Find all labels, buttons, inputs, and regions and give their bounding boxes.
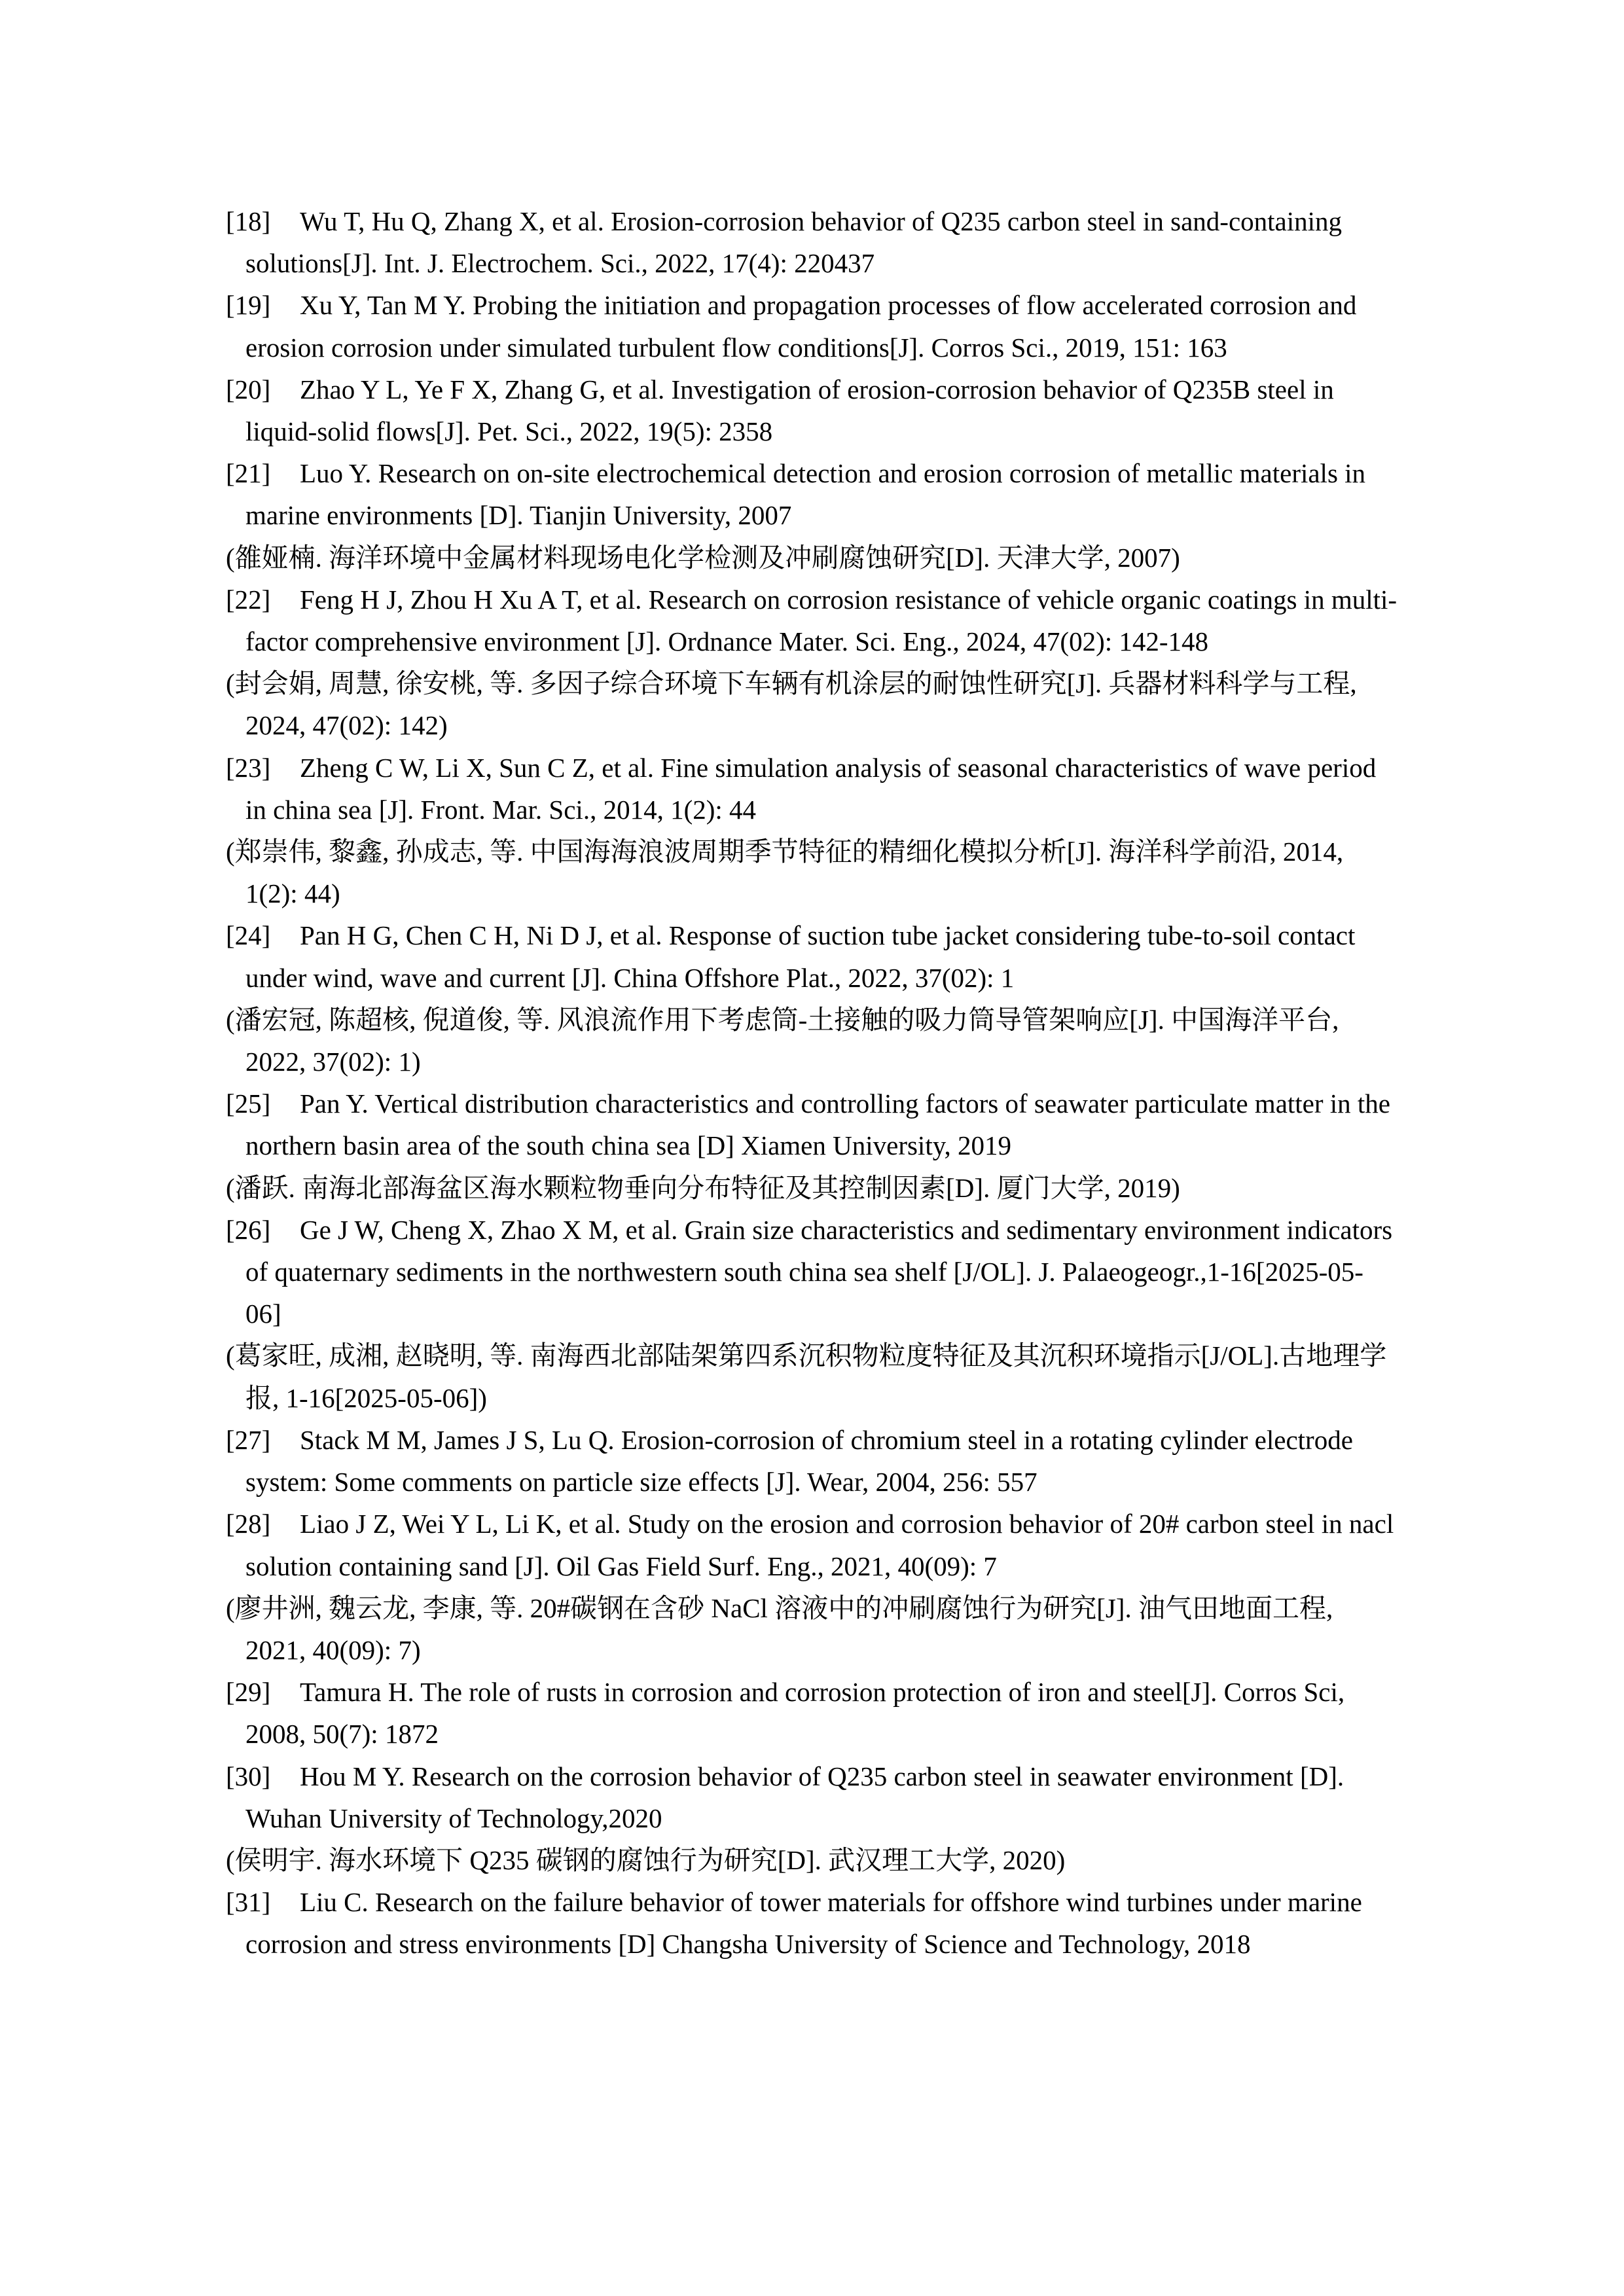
reference-entry xyxy=(226,200,1398,284)
reference-entry xyxy=(226,1881,1398,1965)
reference-entry xyxy=(226,1083,1398,1166)
reference-number: [29] xyxy=(226,1677,271,1708)
reference-text: Ge J W, Cheng X, Zhao X M, et al. Grain size characteristics and sedimentary environment indicators of quaternary sediments in the northwestern south china sea shelf [J/OL]. J. Palaeogeogr.,1-16[2025-05-06] xyxy=(245,1214,1393,1329)
reference-number: [18] xyxy=(226,206,271,236)
reference-entry xyxy=(226,1209,1398,1335)
reference-number: [22] xyxy=(226,584,271,615)
reference-entry xyxy=(226,452,1398,536)
reference-number: [30] xyxy=(226,1761,271,1791)
reference-translation: (雒娅楠. 海洋环境中金属材料现场电化学检测及冲刷腐蚀研究[D]. 天津大学, 2007) xyxy=(226,542,1180,573)
reference-text: Xu Y, Tan M Y. Probing the initiation and propagation processes of flow accelerated corrosion and erosion corrosion under simulated turbulent flow conditions[J]. Corros Sci., 2019, 151: 163 xyxy=(245,290,1357,363)
reference-translation: (廖井洲, 魏云龙, 李康, 等. 20#碳钢在含砂 NaCl 溶液中的冲刷腐蚀行为研究[J]. 油气田地面工程, 2021, 40(09): 7) xyxy=(226,1592,1333,1665)
reference-entry xyxy=(226,914,1398,998)
reference-number: [31] xyxy=(226,1887,271,1918)
reference-text: Zheng C W, Li X, Sun C Z, et al. Fine simulation analysis of seasonal characteristics of wave period in china sea [J]. Front. Mar. Sci., 2014, 1(2): 44 xyxy=(245,752,1377,825)
reference-translation: (封会娟, 周慧, 徐安桃, 等. 多因子综合环境下车辆有机涂层的耐蚀性研究[J]. 兵器材料科学与工程, 2024, 47(02): 142) xyxy=(226,668,1357,741)
reference-text: Zhao Y L, Ye F X, Zhang G, et al. Investigation of erosion-corrosion behavior of Q235B steel in liquid-solid flows[J]. Pet. Sci., 2022, 19(5): 2358 xyxy=(245,374,1334,447)
reference-list xyxy=(226,200,1398,1965)
reference-number: [25] xyxy=(226,1088,271,1119)
reference-text: Feng H J, Zhou H Xu A T, et al. Research on corrosion resistance of vehicle organic coatings in multi-factor comprehensive environment [J]. Ordnance Mater. Sci. Eng., 2024, 47(02): 142-148 xyxy=(245,584,1398,657)
reference-translation: (侯明宇. 海水环境下 Q235 碳钢的腐蚀行为研究[D]. 武汉理工大学, 2020) xyxy=(226,1844,1066,1875)
reference-number: [24] xyxy=(226,920,271,951)
reference-number: [19] xyxy=(226,290,271,321)
reference-text: Liu C. Research on the failure behavior of tower materials for offshore wind turbines under marine corrosion and stress environments [D] Changsha University of Science and Technology, 2018 xyxy=(245,1887,1362,1960)
reference-entry xyxy=(226,1755,1398,1839)
reference-number: [26] xyxy=(226,1214,271,1245)
reference-text: Pan H G, Chen C H, Ni D J, et al. Response of suction tube jacket considering tube-to-soil contact under wind, wave and current [J]. China Offshore Plat., 2022, 37(02): 1 xyxy=(245,920,1356,993)
reference-translation: (郑崇伟, 黎鑫, 孙成志, 等. 中国海海浪波周期季节特征的精细化模拟分析[J]. 海洋科学前沿, 2014, 1(2): 44) xyxy=(226,836,1344,909)
reference-text: Liao J Z, Wei Y L, Li K, et al. Study on the erosion and corrosion behavior of 20# carbon steel in nacl solution containing sand [J]. Oil Gas Field Surf. Eng., 2021, 40(09): 7 xyxy=(245,1509,1394,1581)
reference-translation: (潘跃. 南海北部海盆区海水颗粒物垂向分布特征及其控制因素[D]. 厦门大学, 2019) xyxy=(226,1172,1180,1203)
reference-entry xyxy=(226,1419,1398,1503)
reference-entry xyxy=(226,368,1398,452)
reference-number: [28] xyxy=(226,1509,271,1539)
reference-text: Luo Y. Research on on-site electrochemical detection and erosion corrosion of metallic materials in marine environments [D]. Tianjin University, 2007 xyxy=(245,458,1366,531)
reference-text: Hou M Y. Research on the corrosion behavior of Q235 carbon steel in seawater environment [D]. Wuhan University of Technology,2020 xyxy=(245,1761,1344,1833)
reference-text: Tamura H. The role of rusts in corrosion and corrosion protection of iron and steel[J]. Corros Sci, 2008, 50(7): 1872 xyxy=(245,1677,1345,1749)
reference-entry xyxy=(226,1671,1398,1755)
reference-entry xyxy=(226,1503,1398,1587)
reference-entry xyxy=(226,579,1398,662)
reference-translation: (潘宏冠, 陈超核, 倪道俊, 等. 风浪流作用下考虑筒-土接触的吸力筒导管架响应[J]. 中国海洋平台, 2022, 37(02): 1) xyxy=(226,1004,1339,1077)
reference-text: Wu T, Hu Q, Zhang X, et al. Erosion-corrosion behavior of Q235 carbon steel in sand-containing solutions[J]. Int. J. Electrochem. Sci., 2022, 17(4): 220437 xyxy=(245,206,1343,279)
reference-number: [27] xyxy=(226,1424,271,1455)
reference-entry xyxy=(226,747,1398,831)
reference-entry xyxy=(226,284,1398,368)
reference-number: [20] xyxy=(226,374,271,404)
reference-number: [21] xyxy=(226,458,271,489)
reference-text: Pan Y. Vertical distribution characteristics and controlling factors of seawater particulate matter in the northern basin area of the south china sea [D] Xiamen University, 2019 xyxy=(245,1088,1391,1161)
reference-translation: (葛家旺, 成湘, 赵晓明, 等. 南海西北部陆架第四系沉积物粒度特征及其沉积环境指示[J/OL].古地理学报, 1-16[2025-05-06]) xyxy=(226,1340,1387,1413)
reference-text: Stack M M, James J S, Lu Q. Erosion-corrosion of chromium steel in a rotating cylinder electrode system: Some comments on particle size effects [J]. Wear, 2004, 256: 557 xyxy=(245,1424,1353,1498)
reference-number: [23] xyxy=(226,752,271,783)
